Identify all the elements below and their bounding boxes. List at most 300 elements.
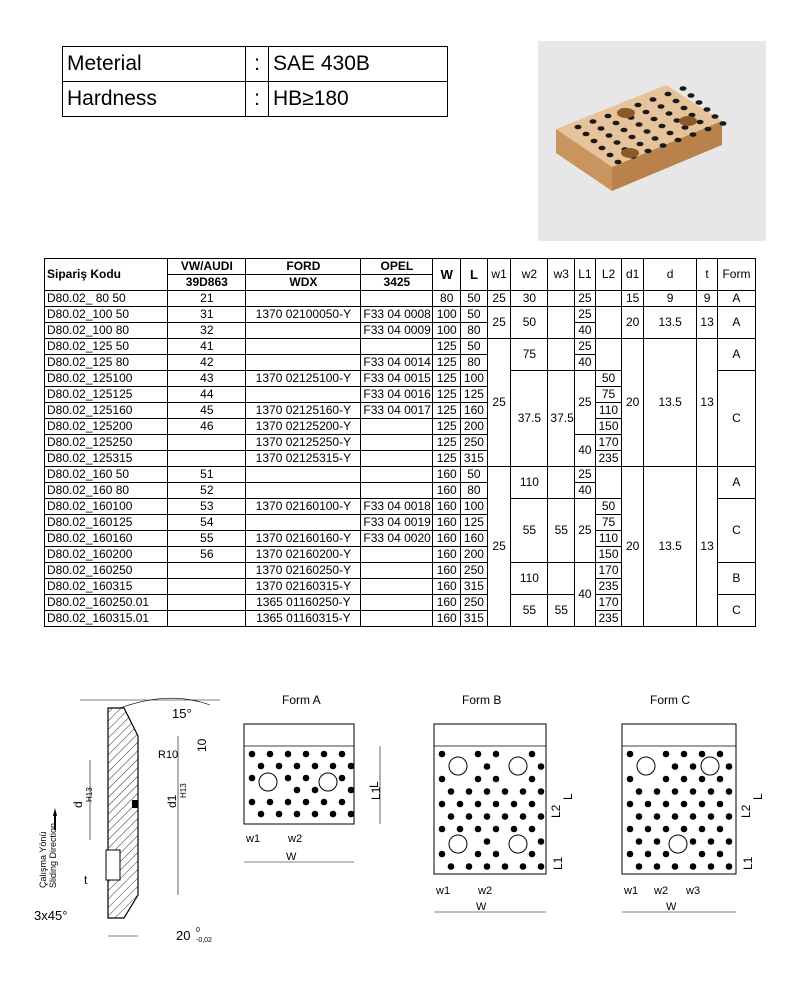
photo-plug bbox=[681, 106, 688, 111]
plug-dot bbox=[312, 811, 319, 818]
ford-cell bbox=[246, 483, 361, 499]
form-a-w1: w1 bbox=[246, 833, 261, 845]
form-a-W: W bbox=[286, 851, 297, 863]
L2-cell: 75 bbox=[595, 515, 622, 531]
opel-cell bbox=[361, 435, 433, 451]
plug-dot bbox=[493, 851, 500, 858]
photo-plug bbox=[667, 131, 674, 136]
L-cell: 315 bbox=[461, 611, 488, 627]
w2-cell: 30 bbox=[511, 291, 548, 307]
L2-cell bbox=[595, 339, 622, 371]
plug-dot bbox=[321, 751, 328, 758]
L1-cell: 25 bbox=[575, 307, 596, 323]
plug-dot bbox=[502, 788, 509, 795]
L2-cell: 170 bbox=[595, 435, 622, 451]
photo-plug bbox=[696, 100, 703, 105]
plug-dot bbox=[690, 813, 697, 820]
plug-dot bbox=[663, 851, 670, 858]
plug-dot bbox=[457, 826, 464, 833]
w3-cell bbox=[548, 339, 575, 371]
col-vw-subheader: 39D863 bbox=[168, 275, 246, 291]
spec-table bbox=[44, 258, 756, 627]
vw-cell: 56 bbox=[168, 547, 246, 563]
plug-dot bbox=[726, 838, 733, 845]
W-cell: 125 bbox=[433, 403, 461, 419]
plug-dot bbox=[681, 801, 688, 808]
ford-cell: 1365 01160250-Y bbox=[246, 595, 361, 611]
ford-cell: 1370 02125160-Y bbox=[246, 403, 361, 419]
plug-dot bbox=[475, 776, 482, 783]
ford-cell bbox=[246, 323, 361, 339]
L-cell: 200 bbox=[461, 419, 488, 435]
plug-dot bbox=[726, 788, 733, 795]
ford-cell: 1365 01160315-Y bbox=[246, 611, 361, 627]
photo-plug bbox=[615, 160, 622, 165]
plug-dot bbox=[663, 826, 670, 833]
product-photo bbox=[538, 41, 766, 241]
photo-plug bbox=[598, 126, 605, 131]
L-cell: 80 bbox=[461, 355, 488, 371]
photo-plug bbox=[621, 128, 628, 133]
plug-dot bbox=[672, 813, 679, 820]
ford-cell: 1370 02160100-Y bbox=[246, 499, 361, 515]
plug-dot bbox=[493, 751, 500, 758]
plug-dot bbox=[339, 799, 346, 806]
plug-dot bbox=[726, 763, 733, 770]
d-cell: 13.5 bbox=[643, 307, 696, 339]
W-cell: 125 bbox=[433, 451, 461, 467]
opel-cell: F33 04 0015 bbox=[361, 371, 433, 387]
W-cell: 160 bbox=[433, 611, 461, 627]
ford-cell: 1370 02160315-Y bbox=[246, 579, 361, 595]
form-a-L1: L1 bbox=[369, 786, 383, 800]
photo-plug bbox=[658, 104, 665, 109]
L-cell: 250 bbox=[461, 563, 488, 579]
opel-cell bbox=[361, 419, 433, 435]
L2-cell: 150 bbox=[595, 547, 622, 563]
photo-plug bbox=[635, 103, 642, 108]
t-cell: 13 bbox=[697, 307, 718, 339]
L-cell: 250 bbox=[461, 595, 488, 611]
photo-plug bbox=[643, 110, 650, 115]
plug-dot bbox=[439, 776, 446, 783]
plug-dot bbox=[294, 811, 301, 818]
plug-dot bbox=[654, 813, 661, 820]
W-cell: 125 bbox=[433, 355, 461, 371]
plug-dot bbox=[339, 775, 346, 782]
L1-cell: 40 bbox=[575, 435, 596, 467]
code-cell: D80.02_125 80 bbox=[45, 355, 168, 371]
opel-cell: F33 04 0019 bbox=[361, 515, 433, 531]
plug-dot bbox=[249, 751, 256, 758]
form-c-drawing bbox=[622, 693, 765, 913]
table-row bbox=[45, 339, 756, 355]
L-cell: 100 bbox=[461, 371, 488, 387]
vw-cell: 51 bbox=[168, 467, 246, 483]
plug-dot bbox=[466, 863, 473, 870]
plug-dot bbox=[699, 801, 706, 808]
L2-cell: 150 bbox=[595, 419, 622, 435]
col-L1-header: L1 bbox=[575, 259, 596, 291]
ford-cell: 1370 02100050-Y bbox=[246, 307, 361, 323]
W-cell: 160 bbox=[433, 563, 461, 579]
w3-cell bbox=[548, 291, 575, 307]
opel-cell bbox=[361, 563, 433, 579]
plug-dot bbox=[276, 763, 283, 770]
plug-dot bbox=[493, 826, 500, 833]
L2-cell bbox=[595, 307, 622, 339]
photo-plug bbox=[652, 136, 659, 141]
form-cell: C bbox=[717, 499, 755, 563]
plug-dot bbox=[672, 863, 679, 870]
plug-dot bbox=[538, 788, 545, 795]
plug-dot bbox=[717, 776, 724, 783]
plug-dot bbox=[681, 776, 688, 783]
L2-cell: 235 bbox=[595, 451, 622, 467]
code-cell: D80.02_160250.01 bbox=[45, 595, 168, 611]
plug-dot bbox=[448, 813, 455, 820]
photo-plug bbox=[688, 93, 695, 98]
opel-cell bbox=[361, 339, 433, 355]
ford-cell bbox=[246, 467, 361, 483]
plug-dot bbox=[645, 826, 652, 833]
table-row bbox=[45, 307, 756, 323]
radius-label: R10 bbox=[158, 749, 179, 761]
L-cell: 315 bbox=[461, 451, 488, 467]
opel-cell: F33 04 0017 bbox=[361, 403, 433, 419]
code-cell: D80.02_125250 bbox=[45, 435, 168, 451]
photo-plug bbox=[637, 142, 644, 147]
plug-dot bbox=[511, 826, 518, 833]
L-cell: 50 bbox=[461, 467, 488, 483]
plug-dot bbox=[520, 813, 527, 820]
form-b-L: L bbox=[561, 793, 575, 800]
ford-cell: 1370 02125315-Y bbox=[246, 451, 361, 467]
col-d1-header: d1 bbox=[622, 259, 644, 291]
d1-cell: 15 bbox=[622, 291, 644, 307]
W-cell: 160 bbox=[433, 531, 461, 547]
bronze-plate-image bbox=[538, 41, 766, 241]
L-cell: 200 bbox=[461, 547, 488, 563]
form-cell: A bbox=[717, 291, 755, 307]
plug-dot bbox=[276, 811, 283, 818]
W-cell: 125 bbox=[433, 339, 461, 355]
plug-dot bbox=[636, 813, 643, 820]
plug-dot bbox=[699, 776, 706, 783]
code-cell: D80.02_125200 bbox=[45, 419, 168, 435]
L2-cell: 170 bbox=[595, 563, 622, 579]
direction-label-en: Sliding Direction bbox=[48, 822, 58, 888]
L-cell: 250 bbox=[461, 435, 488, 451]
photo-plug bbox=[636, 122, 643, 127]
plug-dot bbox=[699, 851, 706, 858]
col-form-header: Form bbox=[717, 259, 755, 291]
vw-cell: 52 bbox=[168, 483, 246, 499]
plug-dot bbox=[267, 799, 274, 806]
w3-cell: 37.5 bbox=[548, 371, 575, 467]
plug-dot bbox=[294, 787, 301, 794]
ford-cell bbox=[246, 387, 361, 403]
technical-drawings bbox=[20, 690, 780, 950]
plug-dot bbox=[636, 838, 643, 845]
code-cell: D80.02_160100 bbox=[45, 499, 168, 515]
vw-cell bbox=[168, 595, 246, 611]
opel-cell bbox=[361, 611, 433, 627]
photo-plug bbox=[697, 120, 704, 125]
form-b-title: Form B bbox=[462, 693, 502, 707]
d1-cell: 20 bbox=[622, 339, 644, 467]
chamfer-label: 3x45° bbox=[34, 908, 68, 923]
w1-cell: 25 bbox=[487, 339, 511, 467]
code-cell: D80.02_ 80 50 bbox=[45, 291, 168, 307]
vw-cell: 43 bbox=[168, 371, 246, 387]
col-w3-header: w3 bbox=[548, 259, 575, 291]
col-d-header: d bbox=[643, 259, 696, 291]
photo-plug bbox=[599, 146, 606, 151]
plug-dot bbox=[475, 826, 482, 833]
form-cell: C bbox=[717, 595, 755, 627]
w1-cell: 25 bbox=[487, 467, 511, 627]
drawings-svg bbox=[20, 690, 780, 950]
plug-dot bbox=[538, 838, 545, 845]
col-code-header: Sipariş Kodu bbox=[45, 259, 168, 291]
photo-plug bbox=[591, 139, 598, 144]
code-cell: D80.02_160200 bbox=[45, 547, 168, 563]
material-key: Meterial bbox=[63, 47, 246, 82]
plug-dot bbox=[717, 751, 724, 758]
plug-dot bbox=[627, 826, 634, 833]
code-cell: D80.02_100 50 bbox=[45, 307, 168, 323]
ford-cell bbox=[246, 355, 361, 371]
form-a-drawing bbox=[244, 693, 383, 863]
L-cell: 50 bbox=[461, 339, 488, 355]
code-cell: D80.02_160 80 bbox=[45, 483, 168, 499]
vw-cell bbox=[168, 435, 246, 451]
direction-label-tr: Çalışma Yönü bbox=[38, 831, 48, 888]
plug-dot bbox=[321, 799, 328, 806]
plug-dot bbox=[654, 863, 661, 870]
plug-dot bbox=[717, 851, 724, 858]
plug-dot bbox=[636, 788, 643, 795]
d1-label: d1 bbox=[165, 794, 179, 808]
opel-cell bbox=[361, 467, 433, 483]
form-c-title: Form C bbox=[650, 693, 690, 707]
plug-dot bbox=[502, 863, 509, 870]
plug-dot bbox=[303, 799, 310, 806]
plug-dot bbox=[475, 851, 482, 858]
form-cell: A bbox=[717, 307, 755, 339]
L1-cell: 40 bbox=[575, 355, 596, 371]
opel-cell bbox=[361, 579, 433, 595]
photo-plug bbox=[673, 99, 680, 104]
code-cell: D80.02_160125 bbox=[45, 515, 168, 531]
plug-dot bbox=[681, 751, 688, 758]
code-cell: D80.02_125125 bbox=[45, 387, 168, 403]
photo-plug bbox=[720, 121, 727, 126]
plug-dot bbox=[717, 801, 724, 808]
plug-dot bbox=[475, 751, 482, 758]
form-cell: A bbox=[717, 339, 755, 371]
form-b-w2: w2 bbox=[478, 885, 493, 897]
plug-dot bbox=[348, 811, 355, 818]
plug-dot bbox=[484, 813, 491, 820]
table-row bbox=[45, 467, 756, 483]
W-cell: 160 bbox=[433, 467, 461, 483]
w2-cell: 110 bbox=[511, 563, 548, 595]
hardness-row bbox=[63, 82, 448, 117]
plug-dot bbox=[529, 801, 536, 808]
vw-cell: 21 bbox=[168, 291, 246, 307]
thickness-tol-top: 0 bbox=[196, 927, 200, 934]
plug-dot bbox=[690, 863, 697, 870]
plug-dot bbox=[690, 763, 697, 770]
photo-plug bbox=[614, 140, 621, 145]
col-t-header: t bbox=[697, 259, 718, 291]
L1-cell: 25 bbox=[575, 339, 596, 355]
form-cell: B bbox=[717, 563, 755, 595]
opel-cell: F33 04 0018 bbox=[361, 499, 433, 515]
vw-cell: 32 bbox=[168, 323, 246, 339]
d1-cell: 20 bbox=[622, 307, 644, 339]
col-opel-subheader: 3425 bbox=[361, 275, 433, 291]
photo-plug bbox=[650, 97, 657, 102]
plug-dot bbox=[663, 776, 670, 783]
L2-cell: 110 bbox=[595, 531, 622, 547]
W-cell: 125 bbox=[433, 435, 461, 451]
L2-cell: 170 bbox=[595, 595, 622, 611]
t-cell: 13 bbox=[697, 467, 718, 627]
plug-dot bbox=[520, 788, 527, 795]
L2-cell: 110 bbox=[595, 403, 622, 419]
L-cell: 160 bbox=[461, 531, 488, 547]
plug-dot bbox=[484, 763, 491, 770]
plug-dot bbox=[681, 826, 688, 833]
plug-dot bbox=[672, 763, 679, 770]
L-cell: 50 bbox=[461, 307, 488, 323]
col-w2-header: w2 bbox=[511, 259, 548, 291]
plug-dot bbox=[529, 776, 536, 783]
d-cell: 13.5 bbox=[643, 467, 696, 627]
hardness-value: HB≥180 bbox=[269, 82, 448, 117]
ford-cell: 1370 02160200-Y bbox=[246, 547, 361, 563]
w1-cell: 25 bbox=[487, 291, 511, 307]
d-cell: 13.5 bbox=[643, 339, 696, 467]
form-a-L: L bbox=[367, 781, 381, 788]
photo-plug bbox=[705, 127, 712, 132]
W-cell: 100 bbox=[433, 323, 461, 339]
plug-dot bbox=[249, 799, 256, 806]
w3-cell bbox=[548, 307, 575, 339]
L1-cell: 40 bbox=[575, 483, 596, 499]
plug-dot bbox=[726, 813, 733, 820]
L-cell: 315 bbox=[461, 579, 488, 595]
plug-dot bbox=[303, 751, 310, 758]
photo-plug bbox=[712, 114, 719, 119]
photo-plug bbox=[690, 132, 697, 137]
ford-cell: 1370 02125250-Y bbox=[246, 435, 361, 451]
plug-dot bbox=[484, 863, 491, 870]
plug-dot bbox=[466, 813, 473, 820]
plug-dot bbox=[627, 751, 634, 758]
w2-cell: 55 bbox=[511, 595, 548, 627]
hardness-key: Hardness bbox=[63, 82, 246, 117]
col-w1-header: w1 bbox=[487, 259, 511, 291]
plug-dot bbox=[258, 763, 265, 770]
photo-plug bbox=[590, 119, 597, 124]
vw-cell: 55 bbox=[168, 531, 246, 547]
plug-dot bbox=[511, 801, 518, 808]
plug-dot bbox=[339, 751, 346, 758]
plug-dot bbox=[690, 788, 697, 795]
form-c-w3: w3 bbox=[686, 885, 701, 897]
w3-cell: 55 bbox=[548, 595, 575, 627]
vw-cell bbox=[168, 451, 246, 467]
form-c-L: L bbox=[751, 793, 765, 800]
opel-cell bbox=[361, 291, 433, 307]
code-cell: D80.02_160315 bbox=[45, 579, 168, 595]
vw-cell: 54 bbox=[168, 515, 246, 531]
plug-dot bbox=[529, 751, 536, 758]
ford-cell: 1370 02160250-Y bbox=[246, 563, 361, 579]
height-10-label: 10 bbox=[195, 738, 209, 752]
plug-dot bbox=[493, 776, 500, 783]
d1-tolerance: H13 bbox=[179, 783, 188, 798]
photo-plug bbox=[607, 153, 614, 158]
plug-dot bbox=[627, 776, 634, 783]
L1-cell: 40 bbox=[575, 323, 596, 339]
w2-cell: 75 bbox=[511, 339, 548, 371]
angle-label: 15° bbox=[172, 706, 192, 721]
material-row bbox=[63, 47, 448, 82]
col-ford-header: FORD bbox=[246, 259, 361, 275]
form-b-L2: L2 bbox=[549, 804, 563, 818]
W-cell: 125 bbox=[433, 419, 461, 435]
ford-cell bbox=[246, 291, 361, 307]
plug-dot bbox=[285, 751, 292, 758]
photo-plug bbox=[575, 125, 582, 130]
form-c-W: W bbox=[666, 901, 677, 913]
opel-cell: F33 04 0014 bbox=[361, 355, 433, 371]
L2-cell bbox=[595, 467, 622, 499]
form-a-w2: w2 bbox=[288, 833, 303, 845]
ford-cell: 1370 02125100-Y bbox=[246, 371, 361, 387]
w2-cell: 50 bbox=[511, 307, 548, 339]
d1-cell: 20 bbox=[622, 467, 644, 627]
plug-dot bbox=[654, 838, 661, 845]
plug-dot bbox=[502, 813, 509, 820]
L-cell: 80 bbox=[461, 483, 488, 499]
material-table bbox=[62, 46, 448, 117]
L1-cell: 25 bbox=[575, 467, 596, 483]
plug-dot bbox=[699, 826, 706, 833]
form-b-W: W bbox=[476, 901, 487, 913]
plug-dot bbox=[258, 811, 265, 818]
form-c-w1: w1 bbox=[624, 885, 639, 897]
plug-dot bbox=[538, 763, 545, 770]
vw-cell: 44 bbox=[168, 387, 246, 403]
plug-dot bbox=[294, 763, 301, 770]
plug-dot bbox=[690, 838, 697, 845]
d-cell: 9 bbox=[643, 291, 696, 307]
col-W-header: W bbox=[433, 259, 461, 291]
code-cell: D80.02_160160 bbox=[45, 531, 168, 547]
vw-cell: 41 bbox=[168, 339, 246, 355]
hardness-separator: : bbox=[246, 82, 269, 117]
table-row bbox=[45, 291, 756, 307]
vw-cell: 31 bbox=[168, 307, 246, 323]
w2-cell: 110 bbox=[511, 467, 548, 499]
code-cell: D80.02_160315.01 bbox=[45, 611, 168, 627]
